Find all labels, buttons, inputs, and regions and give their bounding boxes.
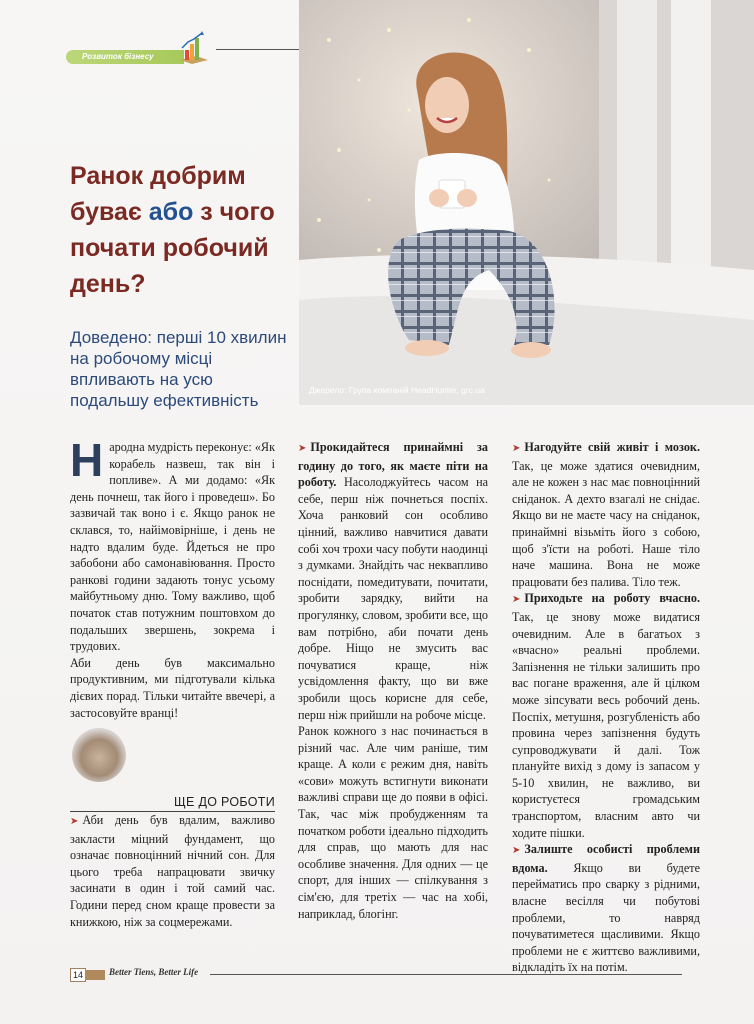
- column-2: [298, 439, 488, 922]
- intro-paragraph-2: Аби день був максимально продуктивним, ми підготували кілька дієвих порад. Тільки читайте ввечері, а застосовуйте вранці!: [70, 655, 275, 720]
- page-number-bar: [85, 970, 105, 980]
- tip-problems: [512, 841, 700, 976]
- hero-photo: [299, 0, 754, 405]
- tip-on-time-heading: Приходьте на роботу вчасно.: [524, 591, 700, 606]
- footer-rule: [210, 974, 682, 975]
- tip-breakfast-text: Так, це може здатися очевидним, але не кожен з нас має повноцінний сніданок. А дехто взагалі не снідає. Якщо ви не маєте часу на сніданок, принаймні візьміть його з собою, щоб з'їсти на роботі. Наше тіло наче машина. Вона не може працювати без палива. Тіло теж.: [512, 458, 700, 589]
- column-1: [70, 434, 275, 721]
- article-title: [70, 158, 295, 302]
- tip-problems-text: Якщо ви будете перейматись про сварку з рідними, власне весілля чи побутові проблеми, то навряд почуватиметеся щасливими. Якщо проблеми не є життєво важливими, відкладіть їх на потім.: [512, 860, 700, 975]
- article-lead: Доведено: перші 10 хвилин на робочому місці впливають на усю подальшу ефективність: [70, 328, 287, 410]
- arrow-bullet-icon: ➤: [70, 816, 79, 827]
- tip-wake-up: [298, 439, 488, 723]
- section-tag-label: Розвиток бізнесу: [82, 52, 154, 61]
- drop-cap: Н: [70, 434, 104, 486]
- tip-breakfast-heading: Нагодуйте свій живіт і мозок.: [524, 440, 700, 454]
- woman-on-bed-illustration: [299, 0, 754, 405]
- arrow-bullet-icon: ➤: [512, 443, 521, 454]
- arrow-bullet-icon: ➤: [512, 845, 521, 857]
- tip-wake-up-text: Насолоджуйтесь часом на себе, перш ніж почнеться поспіх. Хоча ранковий сон особливо цінний, важливо навчитися давати собі хоч трохи часу побути наодинці з думками. Знайдіть час неквапливо поснідати, помедитувати, почитати, зробити зарядку, вийти на прогулянку, словом, зробити все, що вам потрібно, аби почати день добре. Ніщо не змусить вас почуватися краще, ніж усвідомлення факту, що ви вже зробили щось корисне для себе, перш ніж прийшли на робоче місце.: [298, 475, 488, 722]
- sleeping-cat-image: [72, 728, 126, 782]
- footer-motto: Better Tiens, Better Life: [109, 967, 199, 977]
- tip-breakfast: [512, 439, 700, 590]
- before-work-text: Аби день був вдалим, важливо закласти міцний фундамент, що означає повноцінний нічний сон. Для цього треба напрацювати звичку засинати в один і той самий час. Години перед сном краще провести за книжкою, ніж за соцмережами.: [70, 813, 275, 929]
- tip-on-time: [512, 590, 700, 841]
- title-part-2: з чого почати робочий день?: [70, 198, 275, 298]
- before-work-paragraph: [70, 812, 275, 930]
- tip-problems-heading: Залиште особисті проблеми вдома.: [512, 842, 700, 875]
- before-work-section: [70, 795, 275, 930]
- section-tag: [66, 50, 184, 64]
- title-part-1: Ранок добрим буває: [70, 162, 246, 226]
- arrow-bullet-icon: ➤: [512, 594, 521, 606]
- intro-paragraph: [70, 434, 275, 655]
- title-highlight: або: [148, 198, 194, 226]
- photo-caption: Джерело: Група компаній HeadHunter, grc.ua: [309, 385, 485, 395]
- arrow-bullet-icon: ➤: [298, 443, 307, 454]
- tip-wake-up-heading: Прокидайтеся принаймні за годину до того, як маєте піти на роботу.: [298, 440, 488, 490]
- column-3: [512, 439, 700, 976]
- section-heading: ЩЕ ДО РОБОТИ: [174, 795, 275, 809]
- tip-on-time-text: Так, це знову може видатися очевидним. Але в багатьох з «вчасно» реальні проблеми. Запізнення не тільки залишить про вас погане враження, але й цілком може зіпсувати весь робочий день. Поспіх, метушня, розгубленість або провина через запізнення будуть супроводжувати й далі. Тож плануйте вихід з дому із запасом у 5-10 хвилин, не важливо, ви користуєтеся громадським транспортом, власним авто чи ходите пішки.: [512, 609, 700, 840]
- page-number: 14: [70, 968, 86, 982]
- morning-paragraph: Ранок кожного з нас починається в різний час. Але чим раніше, тим краще. А коли є режим дня, навіть «сови» можуть встигнути виконати важливі справи ще до появи в офісі. Так, час між пробудженням та початком роботи ідеально підходить для справ, що мають для нас особливе значення. Для одних — це спорт, для інших — спілкування з сім'єю, для третіх — час на хобі, наприклад, блогінг.: [298, 724, 488, 921]
- growth-chart-icon: [176, 30, 212, 66]
- intro-text: ародна мудрість переконує: «Як корабель назвеш, так він і попливе». А ми додамо: «Як день почнеш, так його і проведеш». Бо зазвичай так воно і є. Якщо ранок не склався, то, найімовірніше, і день не надто вдалим буде. Йдеться не про забобони або самонавіювання. Просто ранкові години задають тонус усьому майбутньому дню. Тому важливо, щоб початок став потужним поштовхом до подальших звершень, зокрема і трудових.: [70, 440, 275, 654]
